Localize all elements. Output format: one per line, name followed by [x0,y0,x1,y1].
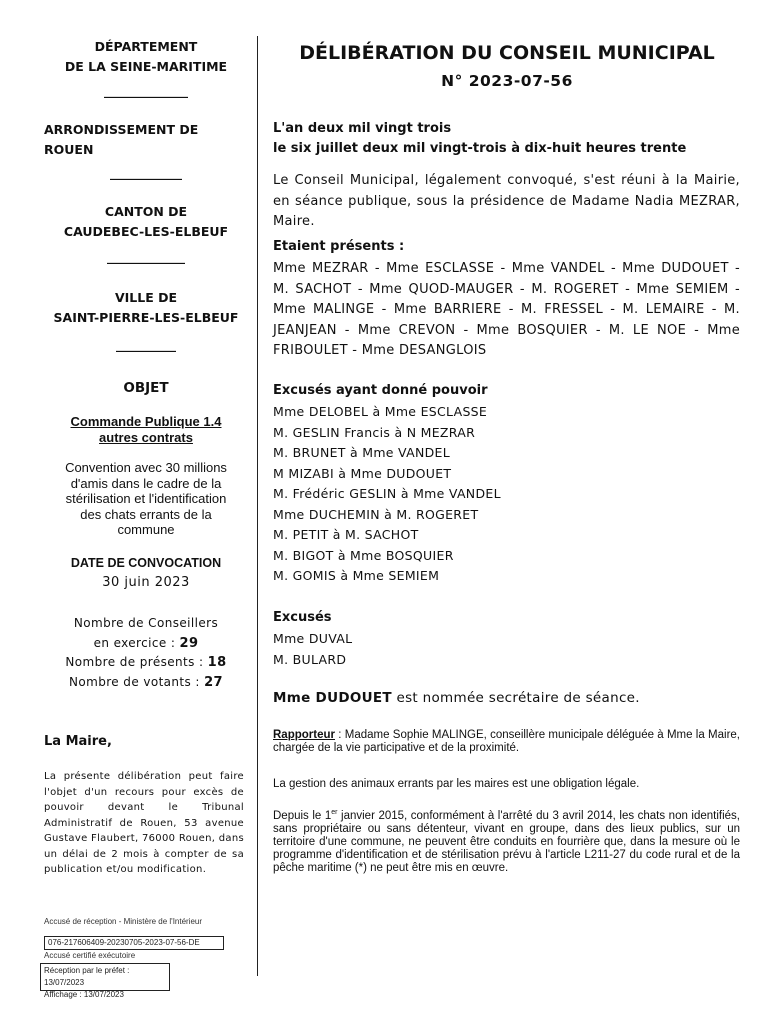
accuse-id-box [44,936,224,950]
convention-text [44,460,248,538]
affichage-date: Affichage : 13/07/2023 [44,990,124,999]
date-convocation-value: 30 juin 2023 [102,575,190,590]
canton-header [44,202,248,242]
list-item: M. BIGOT à Mme BOSQUIER [273,547,454,563]
conseillers-counts [44,614,248,692]
date-line-1: L'an deux mil vingt trois [273,121,452,136]
rapporteur-paragraph [273,729,740,755]
convention-line: Convention avec 30 millions [65,460,227,475]
conseillers-label: Nombre de Conseillers [73,616,219,630]
commande-line1: Commande Publique 1.4 [70,414,222,429]
accuse-reception-label: Accusé de réception - Ministère de l'Intérieur [44,917,203,926]
excuses-title: Excusés [273,610,332,625]
canton-line2: CAUDEBEC-LES-ELBEUF [63,224,229,239]
recours-notice: La présente délibération peut faire l'objet d'un recours pour excès de pouvoir devant le Tribunal Administratif de Rouen, 53 avenue Gustave Flaubert, 76000 Rouen, dans un délai de 2 mois à compter de sa publication et/ou modification. [44,771,244,875]
deliberation-number: N° 2023-07-56 [441,72,573,90]
reception-prefet: Réception par le préfet : 13/07/2023 [44,966,130,987]
presents-list: Mme MEZRAR - Mme ESCLASSE - Mme VANDEL - Mme DUDOUET - M. SACHOT - Mme QUOD-MAUGER - M. ROGERET - Mme SEMIEM - Mme MALINGE - Mme BARRIERE - M. FRESSEL - M. LEMAIRE - M. JEANJEAN - Mme CREVON - Mme BOSQUIER - M. LE NOE - Mme FRIBOULET - Mme DESANGLOIS [273,261,740,358]
ville-header [44,288,248,328]
objet-title: OBJET [123,380,169,396]
list-item: M. BRUNET à Mme VANDEL [273,445,450,460]
votants-label: Nombre de votants : [69,674,205,689]
list-item: Mme DUVAL [273,631,353,646]
list-item: Mme DUCHEMIN à M. ROGERET [273,506,479,522]
arrondissement-header [44,120,248,160]
reception-box [40,963,170,999]
list-item: M MIZABI à Mme DUDOUET [273,465,452,481]
list-item: M. GOMIS à Mme SEMIEM [273,568,440,583]
accuse-id: 076-217606409-20230705-2023-07-56-DE [48,938,200,947]
presents-value: 18 [207,655,227,670]
convention-line: d'amis dans le cadre de la [70,475,222,491]
departement-line2: DE LA SEINE-MARITIME [64,59,228,74]
intro-paragraph: Le Conseil Municipal, légalement convoqué, s'est réuni à la Mairie, en séance publique, sous la présidence de Madame Nadia MEZRAR, Maire. [273,173,740,229]
list-item: M. GESLIN Francis à N MEZRAR [273,424,476,440]
departement-line1: DÉPARTEMENT [94,39,198,54]
list-item: M. BULARD [273,651,347,667]
pouvoir-title: Excusés ayant donné pouvoir [273,383,488,398]
rapporteur-text: : Madame Sophie MALINGE, conseillère municipale déléguée à Mme la Maire, chargée de la vie participative et de la proximité. [273,729,740,754]
commande-publique [44,414,248,446]
separator-2: ____________ [110,166,182,180]
exercice-value: 29 [179,635,199,651]
presents-label: Nombre de présents : [65,655,208,669]
secretaire-name: Mme DUDOUET [273,690,392,706]
votants-value: 27 [204,674,223,690]
secretaire-line [273,690,640,706]
list-item: M. PETIT à M. SACHOT [273,527,419,542]
conseillers-exercice [44,634,248,654]
column-divider [257,36,258,976]
commande-line2: autres contrats [99,430,193,445]
maire-signature-label: La Maire, [44,734,112,749]
secretaire-text: est nommée secrétaire de séance. [391,690,640,706]
accuse-certifie-label: Accusé certifié exécutoire [44,951,136,960]
convention-line: stérilisation et l'identification [65,491,227,506]
rapporteur-label: Rapporteur [273,729,335,741]
presents-title: Etaient présents : [273,239,405,254]
exercice-label: en exercice : [93,635,180,650]
votants-count [44,673,248,693]
date-convocation-label: DATE DE CONVOCATION [70,556,222,570]
excuses-list [273,629,743,670]
depuis-text-rest: janvier 2015, conformément à l'arrêté du 3 avril 2014, les chats non identifiés, sans propriétaire ou sans détenteur, vivant en groupe, dans des lieux publics, sur un territoire d'une commune, ne peuvent être conduits en fourrière que, dans la mesure où le programme d'identification et de stérilisation prévu à l'article L211-27 du code rural et de la pêche maritime (*) ne peut être mis en œuvre. [273,809,740,874]
presents-count [44,653,248,673]
separator-3: _____________ [107,250,185,264]
separator-1: ______________ [104,84,188,98]
arrondissement-line2: ROUEN [44,142,94,157]
arrondissement-line1: ARRONDISSEMENT DE [44,122,199,137]
pouvoir-list [273,402,743,587]
separator-4: __________ [116,338,176,352]
ville-line1: VILLE DE [114,290,178,305]
depuis-superscript: er [331,809,338,816]
departement-header [44,37,248,77]
list-item: M. Frédéric GESLIN à Mme VANDEL [273,486,501,501]
convention-line: des chats errants de la [80,506,212,522]
gestion-paragraph: La gestion des animaux errants par les maires est une obligation légale. [273,778,640,790]
depuis-paragraph [273,806,740,875]
ville-line2: SAINT-PIERRE-LES-ELBEUF [53,310,239,325]
page-title: DÉLIBÉRATION DU CONSEIL MUNICIPAL [299,42,715,64]
convention-line: commune [117,522,175,537]
date-line-2: le six juillet deux mil vingt-trois à dix-huit heures trente [273,141,687,156]
depuis-text-start: Depuis le 1 [273,809,332,822]
list-item: Mme DELOBEL à Mme ESCLASSE [273,404,488,419]
canton-line1: CANTON DE [104,204,188,219]
